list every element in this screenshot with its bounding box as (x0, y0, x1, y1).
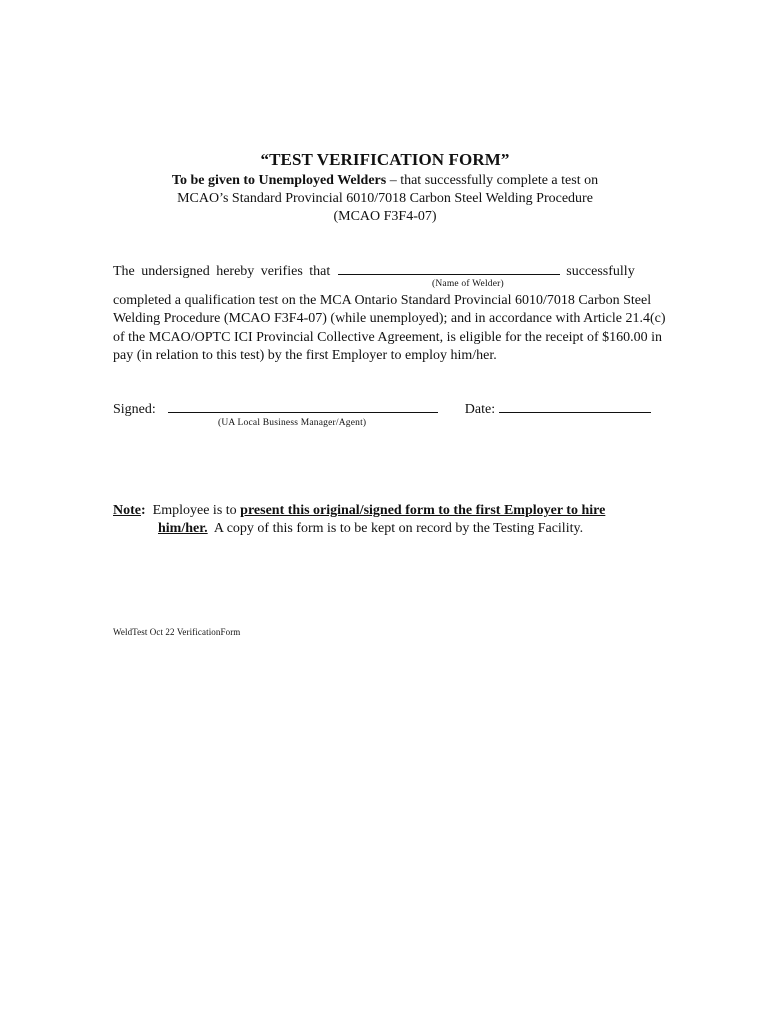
note-line-2 (113, 520, 673, 538)
welder-name-caption: (Name of Welder) (432, 279, 504, 289)
form-title: “TEST VERIFICATION FORM” (260, 150, 510, 169)
note-label: Note (113, 503, 141, 518)
subtitle-line-2: MCAO’s Standard Provincial 6010/7018 Carbon Steel Welding Procedure (177, 191, 593, 206)
verification-lead: The undersigned hereby verifies that (113, 264, 331, 279)
date-field[interactable] (499, 398, 651, 413)
note-emphasis-1: present this original/signed form to the first Employer to hire (240, 503, 606, 518)
verification-paragraph: completed a qualification test on the MCA Ontario Standard Provincial 6010/7018 Carbon Steel Welding Procedure (MCAO F3F4-07) (while unemployed); and in accordance with Article 21.4(c) of the MCAO/OPTC ICI Provincial Collective Agreement, is eligible for the receipt of $160.00 in pay (in relation to this test) by the first Employer to employ him/her. (113, 293, 666, 364)
subtitle-line-3: (MCAO F3F4-07) (333, 209, 437, 224)
note-intro: Employee is to (145, 503, 241, 518)
subtitle-bold: To be given to Unemployed Welders (171, 173, 387, 188)
note-block (113, 502, 673, 538)
footer-reference: WeldTest Oct 22 VerificationForm (113, 627, 241, 637)
verification-line (113, 260, 658, 280)
signature-caption: (UA Local Business Manager/Agent) (218, 418, 367, 428)
note-rest: A copy of this form is to be kept on record by the Testing Facility. (207, 521, 584, 536)
form-subtitle (150, 172, 620, 226)
subtitle-line-1 (150, 172, 620, 190)
note-emphasis-2: him/her. (158, 521, 208, 536)
signature-row (113, 398, 673, 418)
note-colon: : (141, 503, 146, 518)
verification-after-blank: successfully (566, 264, 635, 279)
welder-name-field[interactable] (338, 260, 560, 275)
signature-field[interactable] (168, 398, 438, 413)
note-line-1 (113, 502, 673, 520)
signed-label: Signed: (113, 402, 156, 417)
date-label: Date: (464, 402, 496, 417)
subtitle-rest: – that successfully complete a test on (386, 173, 599, 188)
